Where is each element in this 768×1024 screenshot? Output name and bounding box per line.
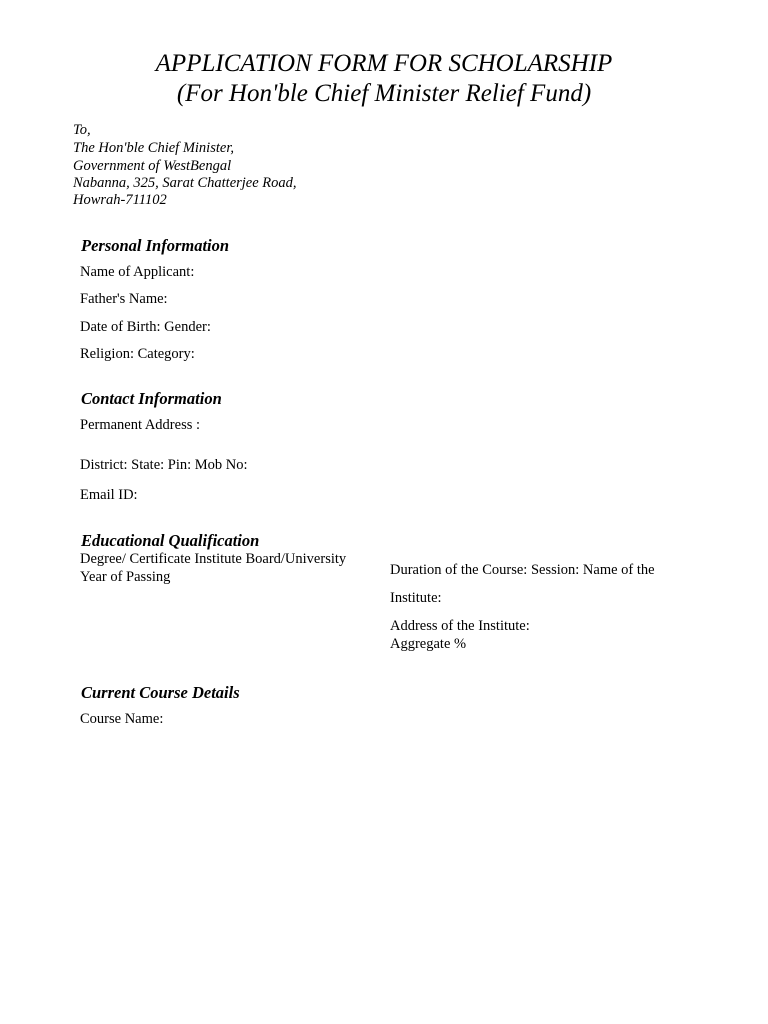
field-permanent-address: Permanent Address : bbox=[80, 417, 201, 433]
field-year-of-passing: Year of Passing bbox=[80, 569, 171, 585]
address-line: Nabanna, 325, Sarat Chatterjee Road, bbox=[73, 175, 297, 191]
field-district-state-pin-mobile: District: State: Pin: Mob No: bbox=[80, 457, 248, 473]
field-father-name: Father's Name: bbox=[80, 291, 168, 307]
field-dob-gender: Date of Birth: Gender: bbox=[80, 319, 211, 335]
section-heading-education: Educational Qualification bbox=[81, 531, 260, 550]
address-line: Government of WestBengal bbox=[73, 158, 232, 174]
form-subtitle: (For Hon'ble Chief Minister Relief Fund) bbox=[176, 80, 592, 107]
field-applicant-name: Name of Applicant: bbox=[80, 264, 195, 280]
address-line: To, bbox=[73, 122, 91, 138]
field-course-name: Course Name: bbox=[80, 711, 164, 727]
field-email: Email ID: bbox=[80, 487, 138, 503]
field-religion-category: Religion: Category: bbox=[80, 346, 195, 362]
section-heading-course: Current Course Details bbox=[81, 683, 240, 702]
form-title: APPLICATION FORM FOR SCHOLARSHIP bbox=[155, 50, 613, 77]
address-line: Howrah-711102 bbox=[73, 192, 167, 208]
field-institute: Institute: bbox=[390, 590, 442, 606]
field-institute-address: Address of the Institute: bbox=[390, 618, 530, 634]
section-heading-contact: Contact Information bbox=[81, 389, 222, 408]
address-line: The Hon'ble Chief Minister, bbox=[73, 140, 234, 156]
field-aggregate-percent: Aggregate % bbox=[390, 636, 467, 652]
section-heading-personal: Personal Information bbox=[81, 236, 230, 255]
field-degree-institute-board: Degree/ Certificate Institute Board/University bbox=[80, 551, 347, 567]
field-duration-session-name: Duration of the Course: Session: Name of the bbox=[390, 562, 655, 578]
